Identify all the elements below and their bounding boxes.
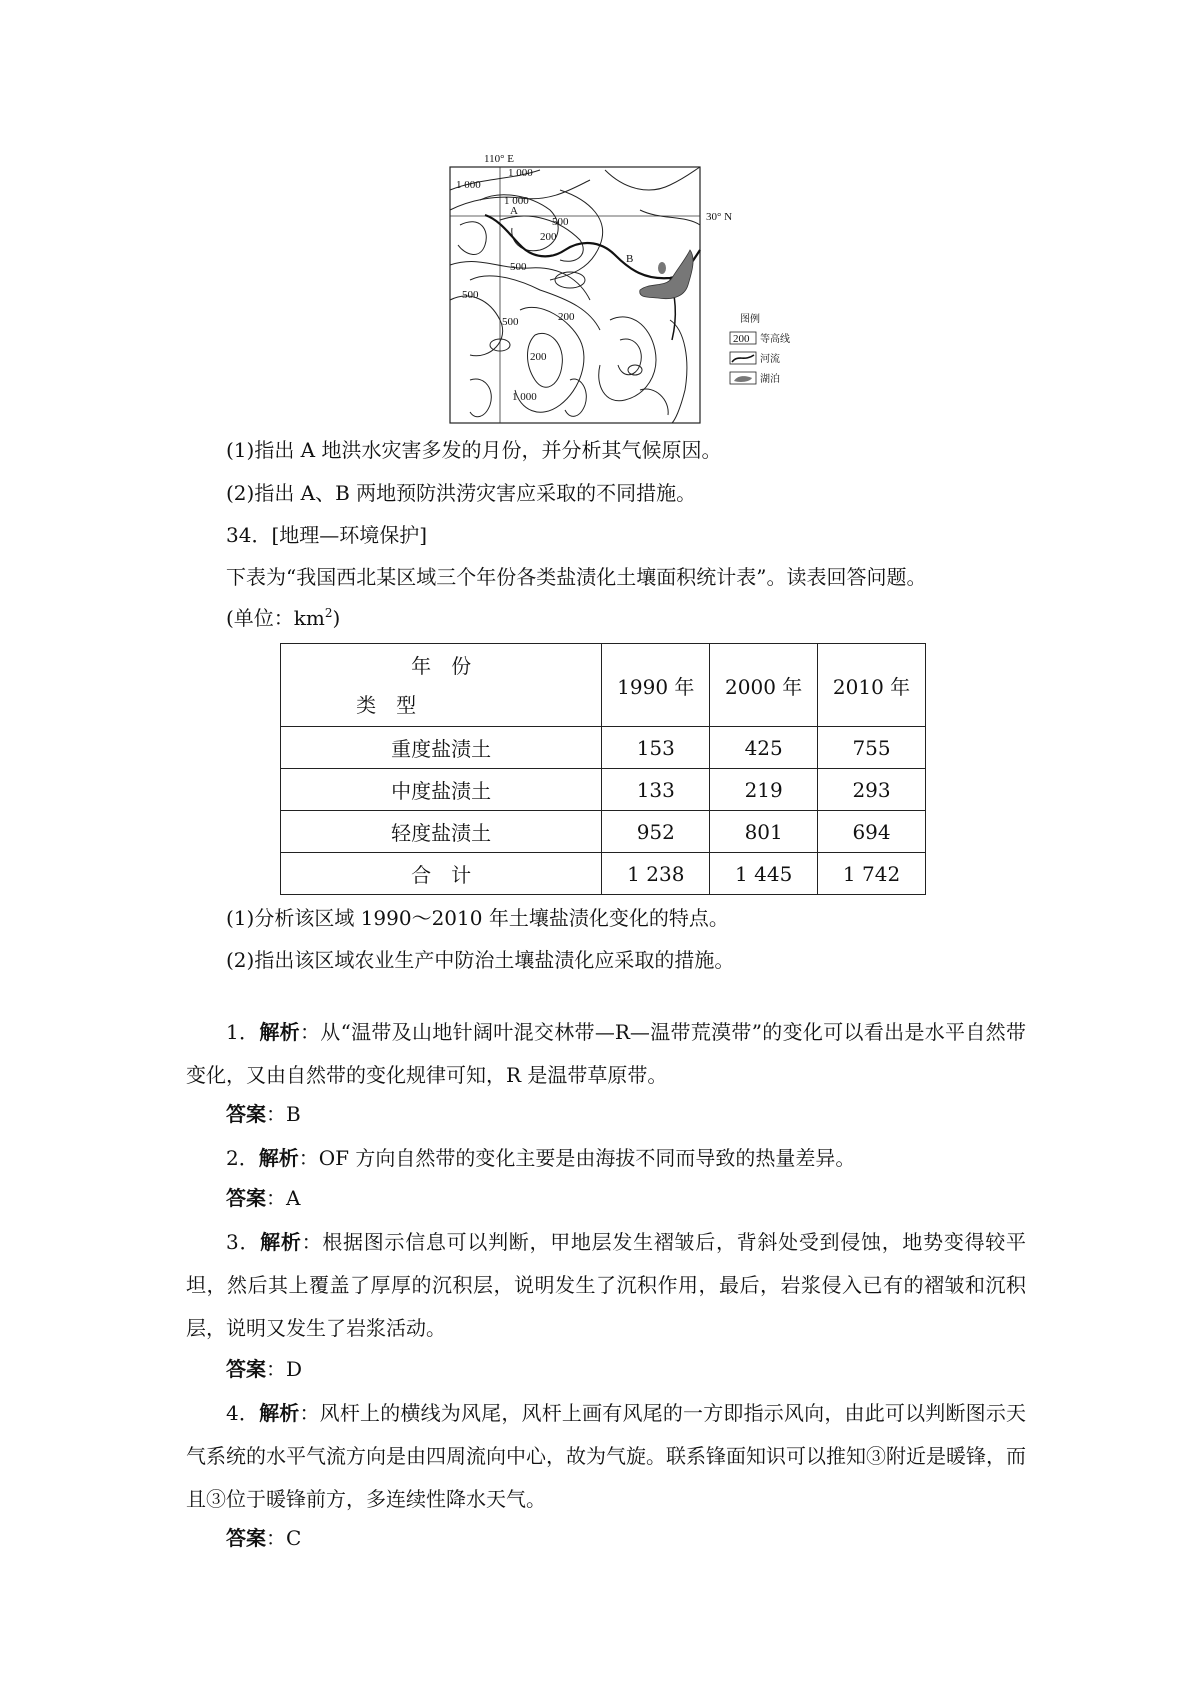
answer-value: ：D	[266, 1357, 303, 1381]
contour-label: 1 000	[504, 195, 529, 207]
table-cell: 694	[818, 811, 926, 853]
contour-label: 200	[558, 311, 575, 323]
explanation-label: 解析	[259, 1401, 300, 1425]
answer-label: 答案	[226, 1186, 266, 1210]
table-cell: 1 445	[710, 853, 818, 895]
small-lake	[658, 262, 666, 274]
header-year: 2010 年	[818, 644, 926, 727]
row-type: 重度盐渍土	[281, 727, 602, 769]
contour-label: 500	[552, 216, 569, 228]
salinization-table	[280, 643, 926, 895]
item-number: 4．	[226, 1401, 260, 1425]
table-row	[281, 769, 926, 811]
header-year: 2000 年	[710, 644, 818, 727]
legend-river-label: 河流	[760, 354, 780, 365]
explanation-text: ：风杆上的横线为风尾，风杆上画有风尾的一方即指示风向，由此可以判断图示天气系统的水平气流方向是由四周流向中心，故为气旋。联系锋面知识可以推知③附近是暖锋，而且③位于暖锋前方，多连续性降水天气。	[186, 1401, 1027, 1511]
q34-subquestion-2: (2)指出该区域农业生产中防治土壤盐渍化应采取的措施。	[226, 948, 735, 972]
contour-label: 1 000	[512, 391, 537, 403]
contour-map	[440, 150, 820, 425]
explanation-text: ：根据图示信息可以判断，甲地层发生褶皱后，背斜处受到侵蚀，地势变得较平坦，然后其上覆盖了厚厚的沉积层，说明发生了沉积作用，最后，岩浆侵入已有的褶皱和沉积层，说明又发生了岩浆活动。	[186, 1230, 1027, 1340]
table-cell: 293	[818, 769, 926, 811]
explanation-3	[186, 1221, 1026, 1350]
point-a-label: A	[510, 205, 518, 217]
header-type-label: 类 型	[356, 693, 417, 717]
answer-label: 答案	[226, 1102, 266, 1126]
map-legend	[730, 312, 790, 385]
table-cell: 952	[602, 811, 710, 853]
table-row	[281, 811, 926, 853]
table-cell: 219	[710, 769, 818, 811]
explanation-text: ：OF 方向自然带的变化主要是由海拔不同而导致的热量差异。	[298, 1146, 856, 1170]
lon-label: 110° E	[484, 153, 514, 165]
explanation-1	[186, 1011, 1026, 1097]
q34-heading: 34．[地理—环境保护]	[226, 523, 428, 547]
answer-value: ：A	[266, 1186, 301, 1210]
table-cell: 133	[602, 769, 710, 811]
lake	[640, 250, 693, 299]
answer-1	[226, 1100, 301, 1128]
table-cell: 1 238	[602, 853, 710, 895]
contour-label: 1 000	[508, 167, 533, 179]
table-cell: 755	[818, 727, 926, 769]
topographic-map-figure	[440, 150, 820, 425]
row-type: 轻度盐渍土	[281, 811, 602, 853]
item-number: 2．	[226, 1146, 259, 1170]
answer-4	[226, 1524, 301, 1552]
explanation-text: ：从“温带及山地针阔叶混交林带—R—温带荒漠带”的变化可以看出是水平自然带变化，又由自然带的变化规律可知，R 是温带草原带。	[186, 1020, 1026, 1087]
point-b-label: B	[626, 253, 634, 265]
unit-suffix: )	[332, 606, 341, 630]
legend-lake-icon	[734, 376, 752, 382]
explanation-label: 解析	[258, 1146, 299, 1170]
answer-value: ：C	[266, 1526, 302, 1550]
contour-label: 500	[502, 316, 519, 328]
item-number: 3．	[226, 1230, 261, 1254]
table-row	[281, 727, 926, 769]
table-header-diagonal-cell	[281, 644, 602, 727]
answer-2	[226, 1184, 300, 1212]
contour-label: 1 000	[456, 179, 481, 191]
answer-3	[226, 1355, 302, 1383]
legend-contour-label: 等高线	[760, 334, 790, 345]
unit-superscript: 2	[324, 606, 333, 620]
table-header-row	[281, 644, 926, 727]
row-type: 中度盐渍土	[281, 769, 602, 811]
answer-value: ：B	[266, 1102, 301, 1126]
table-cell: 1 742	[818, 853, 926, 895]
lat-label: 30° N	[706, 211, 733, 223]
item-number: 1．	[226, 1020, 260, 1044]
legend-title: 图例	[740, 314, 760, 325]
explanation-label: 解析	[259, 1020, 300, 1044]
explanation-2	[186, 1137, 1026, 1180]
answer-label: 答案	[226, 1526, 266, 1550]
contour-label: 500	[510, 261, 527, 273]
header-year-label: 年 份	[411, 654, 472, 678]
q34-unit	[226, 604, 340, 632]
explanation-4	[186, 1392, 1026, 1521]
table-cell: 425	[710, 727, 818, 769]
table-cell: 153	[602, 727, 710, 769]
answer-label: 答案	[226, 1357, 266, 1381]
q33-subquestion-1: (1)指出 A 地洪水灾害多发的月份，并分析其气候原因。	[226, 438, 722, 462]
legend-lake-label: 湖泊	[760, 374, 780, 385]
table-cell: 801	[710, 811, 818, 853]
q34-intro: 下表为“我国西北某区域三个年份各类盐渍化土壤面积统计表”。读表回答问题。	[226, 565, 927, 589]
legend-river-icon	[732, 355, 754, 362]
contour-label: 200	[540, 231, 557, 243]
q33-subquestion-2: (2)指出 A、B 两地预防洪涝灾害应采取的不同措施。	[226, 481, 697, 505]
q34-subquestion-1: (1)分析该区域 1990～2010 年土壤盐渍化变化的特点。	[226, 906, 729, 930]
unit-prefix: (单位：km	[226, 606, 325, 630]
contour-label: 500	[462, 289, 479, 301]
header-year: 1990 年	[602, 644, 710, 727]
explanation-label: 解析	[260, 1230, 302, 1254]
row-type: 合 计	[281, 853, 602, 895]
contour-label: 200	[530, 351, 547, 363]
legend-contour-symbol: 200	[733, 333, 750, 345]
table-row-total	[281, 853, 926, 895]
